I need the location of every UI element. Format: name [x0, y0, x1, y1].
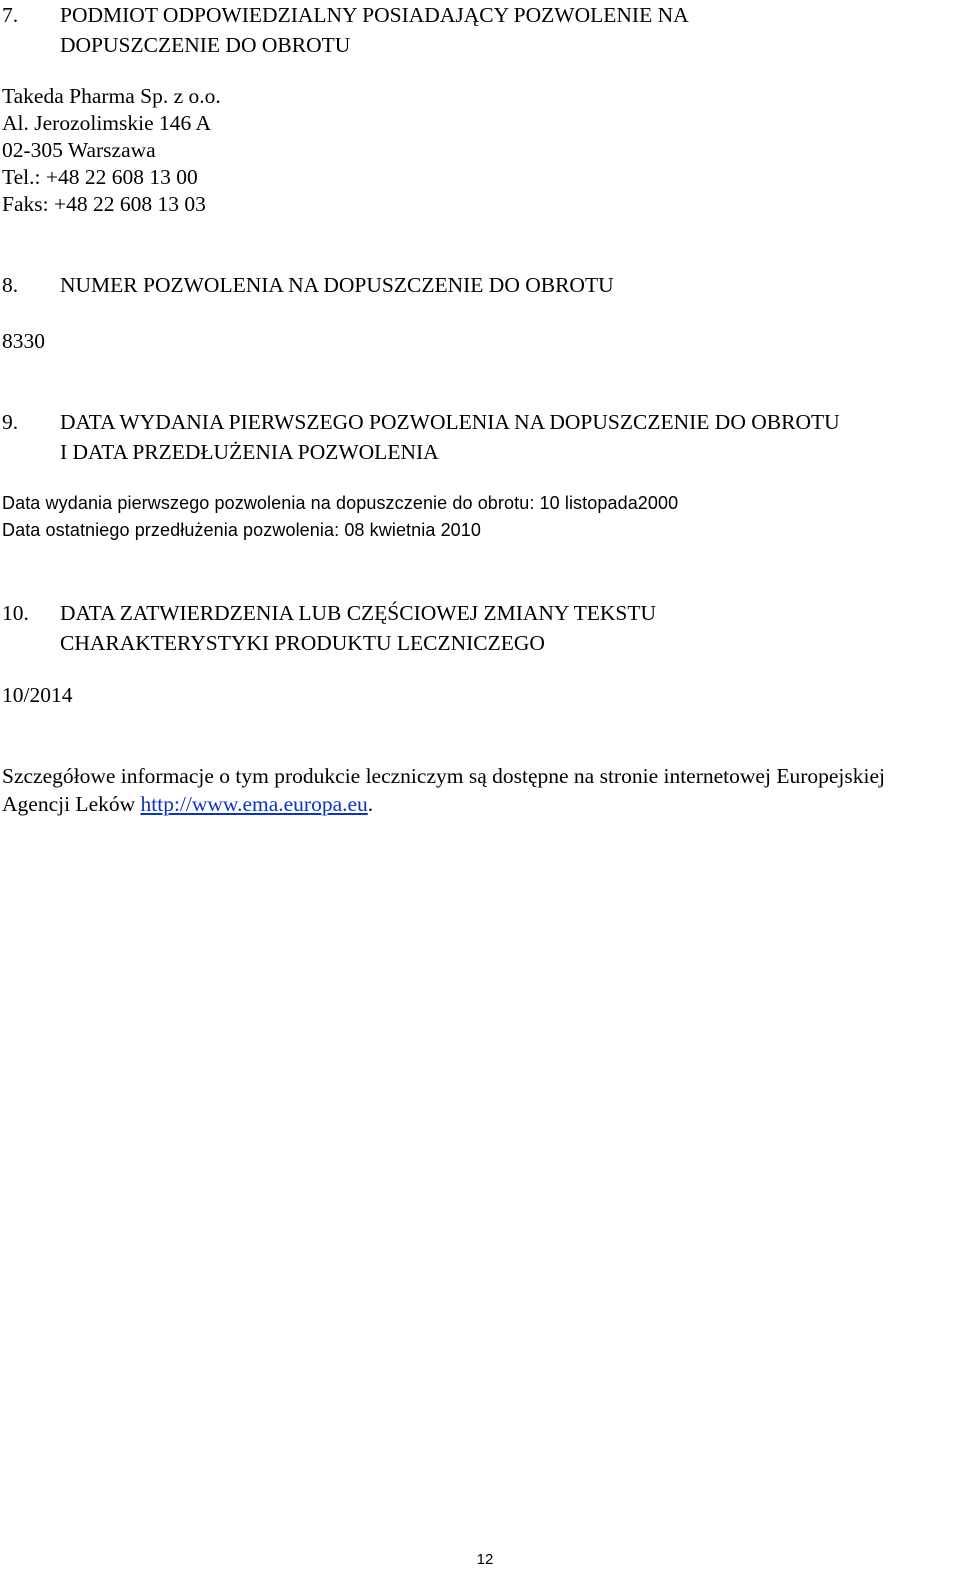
- section-7-title-line-1: PODMIOT ODPOWIEDZIALNY POSIADAJĄCY POZWOLENIE NA: [60, 3, 689, 27]
- ema-info-paragraph: [2, 762, 958, 818]
- ema-info-line-2: Agencji Leków http://www.ema.europa.eu.: [2, 792, 374, 816]
- renewal-date: Data ostatniego przedłużenia pozwolenia: 08 kwietnia 2010: [2, 520, 482, 540]
- ema-info-line-1: Szczegółowe informacje o tym produkcie leczniczym są dostępne na stronie internetowej Europejskiej: [2, 764, 885, 788]
- address-line-street: Al. Jerozolimskie 146 A: [2, 111, 212, 135]
- section-7-heading: [2, 0, 958, 60]
- authorisation-dates: [2, 490, 958, 544]
- section-9-title-line-2: I DATA PRZEDŁUŻENIA POZWOLENIA: [60, 440, 439, 464]
- section-10-heading: [2, 598, 958, 658]
- marketing-holder-address: [2, 83, 958, 218]
- section-10-number: 10.: [2, 601, 29, 625]
- section-7-title-line-2: DOPUSZCZENIE DO OBROTU: [60, 33, 351, 57]
- authorisation-number: 8330: [2, 329, 45, 353]
- address-line-company: Takeda Pharma Sp. z o.o.: [2, 84, 221, 108]
- section-8-heading: [2, 270, 958, 300]
- address-line-phone: Tel.: +48 22 608 13 00: [2, 165, 198, 189]
- section-8-title: NUMER POZWOLENIA NA DOPUSZCZENIE DO OBROTU: [60, 273, 614, 297]
- ema-website-link[interactable]: http://www.ema.europa.eu: [140, 792, 368, 816]
- section-10-title-line-2: CHARAKTERYSTYKI PRODUKTU LECZNICZEGO: [60, 631, 545, 655]
- revision-date: 10/2014: [2, 683, 73, 707]
- section-9-title-line-1: DATA WYDANIA PIERWSZEGO POZWOLENIA NA DOPUSZCZENIE DO OBROTU: [60, 410, 840, 434]
- page-number: 12: [476, 1551, 494, 1568]
- section-10-title-line-1: DATA ZATWIERDZENIA LUB CZĘŚCIOWEJ ZMIANY TEKSTU: [60, 601, 657, 625]
- section-8-number: 8.: [2, 273, 19, 297]
- address-line-city: 02-305 Warszawa: [2, 138, 156, 162]
- section-9-heading: [2, 407, 958, 467]
- section-9-number: 9.: [2, 410, 19, 434]
- first-authorisation-date: Data wydania pierwszego pozwolenia na dopuszczenie do obrotu: 10 listopada2000: [2, 493, 679, 513]
- section-7-number: 7.: [2, 3, 19, 27]
- address-line-fax: Faks: +48 22 608 13 03: [2, 192, 206, 216]
